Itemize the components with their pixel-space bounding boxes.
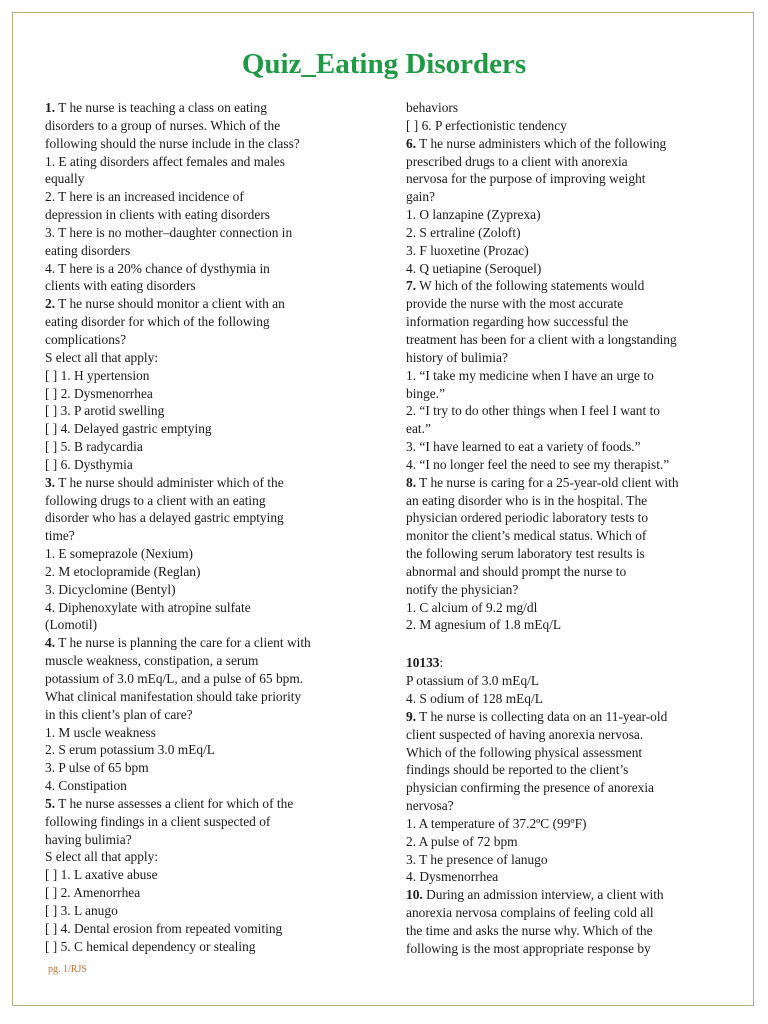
right-column <box>406 99 724 958</box>
text-line <box>45 563 365 581</box>
line-text: prescribed drugs to a client with anorexia <box>406 153 628 169</box>
line-text: following findings in a client suspected of <box>45 813 271 829</box>
line-text: 1. M uscle weakness <box>45 724 156 740</box>
line-text: T he nurse is collecting data on an 11-year-old <box>416 708 668 724</box>
line-text: [ ] 1. L axative abuse <box>45 867 158 883</box>
line-text: complications? <box>45 331 127 347</box>
line-text: physician confirming the presence of anorexia <box>406 780 655 796</box>
text-line <box>406 367 724 385</box>
text-line <box>406 331 724 349</box>
line-text: [ ] 3. L anugo <box>45 902 118 918</box>
line-text: eating disorder for which of the following <box>45 314 270 330</box>
question-number: 6. <box>406 135 417 151</box>
text-line <box>406 509 724 527</box>
text-line <box>406 117 724 135</box>
line-text: anorexia nervosa complains of feeling cold all <box>406 905 654 921</box>
text-line <box>45 884 365 902</box>
line-text: [ ] 3. P arotid swelling <box>45 403 165 419</box>
line-text: 3. F luoxetine (Prozac) <box>406 242 529 258</box>
line-text: binge.” <box>406 385 446 401</box>
text-line <box>406 188 724 206</box>
text-line <box>45 777 365 795</box>
question-line <box>45 99 365 117</box>
text-line <box>406 456 724 474</box>
text-line <box>45 902 365 920</box>
text-line <box>45 331 365 349</box>
question-number: 9. <box>406 708 417 724</box>
text-line <box>406 833 724 851</box>
line-text: eat.” <box>406 421 431 437</box>
question-number: 10. <box>406 887 423 903</box>
text-line <box>45 688 365 706</box>
text-line <box>45 224 365 242</box>
line-text: 2. A pulse of 72 bpm <box>406 833 518 849</box>
line-text: T he nurse should monitor a client with an <box>55 296 285 312</box>
text-line <box>406 295 724 313</box>
text-line <box>45 920 365 938</box>
text-line <box>45 492 365 510</box>
text-line <box>45 170 365 188</box>
line-text: following is the most appropriate response by <box>406 940 651 956</box>
text-line <box>406 170 724 188</box>
text-line <box>45 438 365 456</box>
question-line <box>45 795 365 813</box>
question-number: 8. <box>406 474 417 490</box>
line-text: 1. E ating disorders affect females and males <box>45 153 285 169</box>
question-line <box>406 654 724 672</box>
text-line <box>406 851 724 869</box>
text-line <box>406 420 724 438</box>
text-line <box>45 527 365 545</box>
line-text: 3. Dicyclomine (Bentyl) <box>45 581 176 597</box>
line-text: [ ] 4. Delayed gastric emptying <box>45 421 212 437</box>
line-text: W hich of the following statements would <box>416 278 645 294</box>
text-line <box>406 797 724 815</box>
text-line <box>45 706 365 724</box>
text-line <box>45 242 365 260</box>
text-line <box>406 581 724 599</box>
line-text: behaviors <box>406 100 459 115</box>
text-line <box>406 242 724 260</box>
line-text: disorders to a group of nurses. Which of the <box>45 117 281 133</box>
line-text: T he nurse is planning the care for a client with <box>55 635 311 651</box>
question-line <box>406 474 724 492</box>
text-line <box>45 599 365 617</box>
line-text: P otassium of 3.0 mEq/L <box>406 673 540 689</box>
line-text: monitor the client’s medical status. Which of <box>406 528 647 544</box>
line-text: 2. M agnesium of 1.8 mEq/L <box>406 617 562 633</box>
line-text: 4. Constipation <box>45 778 127 794</box>
line-text: clients with eating disorders <box>45 278 196 294</box>
paragraph-gap <box>406 634 724 654</box>
left-column <box>45 99 365 956</box>
line-text: S elect all that apply: <box>45 849 159 865</box>
text-line <box>45 724 365 742</box>
line-text: eating disorders <box>45 242 131 258</box>
line-text: [ ] 6. Dysthymia <box>45 456 133 472</box>
text-line <box>406 815 724 833</box>
line-text: Which of the following physical assessment <box>406 744 643 760</box>
line-text: in this client’s plan of care? <box>45 706 193 722</box>
question-line <box>45 295 365 313</box>
text-line <box>406 779 724 797</box>
text-line <box>45 509 365 527</box>
text-line <box>406 545 724 563</box>
line-text: client suspected of having anorexia nervosa. <box>406 726 644 742</box>
line-text: S elect all that apply: <box>45 349 159 365</box>
text-line <box>406 402 724 420</box>
question-number: 5. <box>45 795 56 811</box>
question-number: 4. <box>45 635 56 651</box>
question-number: 3. <box>45 474 56 490</box>
text-line <box>406 744 724 762</box>
page-footer: pg. 1/RJS <box>48 964 87 975</box>
text-line <box>45 866 365 884</box>
text-line <box>45 206 365 224</box>
line-text: 4. Dysmenorrhea <box>406 869 499 885</box>
line-text: During an admission interview, a client with <box>422 887 664 903</box>
text-line <box>45 670 365 688</box>
line-text: 2. “I try to do other things when I feel I want to <box>406 403 660 419</box>
line-text: history of bulimia? <box>406 349 508 365</box>
text-line <box>45 402 365 420</box>
text-line <box>406 563 724 581</box>
text-line <box>406 206 724 224</box>
text-line <box>45 741 365 759</box>
line-text: abnormal and should prompt the nurse to <box>406 563 627 579</box>
question-line <box>406 886 724 904</box>
line-text: time? <box>45 528 75 544</box>
text-line <box>406 224 724 242</box>
line-text: potassium of 3.0 mEq/L, and a pulse of 65 bpm. <box>45 671 304 686</box>
line-text: T he nurse administers which of the following <box>416 135 667 151</box>
text-line <box>45 581 365 599</box>
text-line <box>406 940 724 958</box>
text-line <box>406 868 724 886</box>
line-text: 4. T here is a 20% chance of dysthymia in <box>45 260 270 276</box>
line-text: [ ] 5. B radycardia <box>45 439 143 455</box>
text-line <box>45 456 365 474</box>
text-line <box>45 385 365 403</box>
line-text: 3. T he presence of lanugo <box>406 851 548 867</box>
line-text: T he nurse should administer which of the <box>55 474 284 490</box>
text-line <box>45 367 365 385</box>
text-line <box>45 848 365 866</box>
text-line <box>45 153 365 171</box>
question-line <box>406 135 724 153</box>
text-line <box>406 690 724 708</box>
text-line <box>406 904 724 922</box>
text-line <box>45 420 365 438</box>
line-text: 4. “I no longer feel the need to see my therapist.” <box>406 456 670 472</box>
line-text: [ ] 5. C hemical dependency or stealing <box>45 938 256 954</box>
line-text: 1. A temperature of 37.2ºC (99ºF) <box>406 815 587 831</box>
text-line <box>45 277 365 295</box>
line-text: : <box>439 655 444 671</box>
text-line <box>406 349 724 367</box>
text-line <box>45 759 365 777</box>
line-text: muscle weakness, constipation, a serum <box>45 653 259 669</box>
line-text: 3. P ulse of 65 bpm <box>45 760 149 776</box>
text-line <box>406 385 724 403</box>
question-line <box>45 634 365 652</box>
line-text: 2. S erum potassium 3.0 mEq/L <box>45 742 215 758</box>
line-text: 4. Q uetiapine (Seroquel) <box>406 260 542 276</box>
line-text: 2. M etoclopramide (Reglan) <box>45 563 201 579</box>
text-line <box>45 813 365 831</box>
line-text: 1. E someprazole (Nexium) <box>45 546 193 562</box>
line-text: gain? <box>406 189 435 205</box>
line-text: nervosa? <box>406 798 454 814</box>
text-line <box>45 135 365 153</box>
line-text: equally <box>45 171 85 187</box>
text-line <box>45 260 365 278</box>
text-line <box>406 492 724 510</box>
line-text: depression in clients with eating disorders <box>45 207 270 223</box>
line-text: treatment has been for a client with a longstanding <box>406 331 677 347</box>
question-line <box>45 474 365 492</box>
line-text: 4. Diphenoxylate with atropine sulfate <box>45 599 251 615</box>
line-text: 2. T here is an increased incidence of <box>45 189 244 205</box>
text-line <box>406 527 724 545</box>
line-text: 2. S ertraline (Zoloft) <box>406 224 521 240</box>
question-line <box>406 708 724 726</box>
line-text: findings should be reported to the client’s <box>406 762 629 778</box>
text-line <box>45 349 365 367</box>
page-title: Quiz_Eating Disorders <box>241 48 527 80</box>
line-text: following drugs to a client with an eating <box>45 492 266 508</box>
text-line <box>45 545 365 563</box>
text-line <box>406 761 724 779</box>
text-line <box>406 599 724 617</box>
line-text: [ ] 2. Amenorrhea <box>45 885 141 901</box>
line-text: physician ordered periodic laboratory tests to <box>406 510 649 526</box>
line-text: the following serum laboratory test results is <box>406 546 645 562</box>
question-number: 1. <box>45 100 56 115</box>
line-text: (Lomotil) <box>45 617 98 633</box>
text-line <box>406 672 724 690</box>
line-text: 4. S odium of 128 mEq/L <box>406 691 543 706</box>
line-text: 1. “I take my medicine when I have an urge to <box>406 367 654 383</box>
line-text: 3. “I have learned to eat a variety of foods.” <box>406 439 641 455</box>
line-text: T he nurse assesses a client for which of the <box>55 795 294 811</box>
text-line <box>406 922 724 940</box>
line-text: [ ] 2. Dysmenorrhea <box>45 385 153 401</box>
text-line <box>406 313 724 331</box>
text-line <box>45 831 365 849</box>
text-line <box>45 938 365 956</box>
line-text: notify the physician? <box>406 581 519 597</box>
text-line <box>45 313 365 331</box>
line-text: nervosa for the purpose of improving weight <box>406 171 646 187</box>
line-text: 1. O lanzapine (Zyprexa) <box>406 207 541 223</box>
text-line <box>406 726 724 744</box>
line-text: 3. T here is no mother–daughter connection in <box>45 224 293 240</box>
text-line <box>45 616 365 634</box>
line-text: [ ] 1. H ypertension <box>45 367 150 383</box>
line-text: [ ] 6. P erfectionistic tendency <box>406 117 567 133</box>
line-text: the time and asks the nurse why. Which of the <box>406 922 653 938</box>
line-text: T he nurse is caring for a 25-year-old client with <box>416 474 679 490</box>
line-text: 1. C alcium of 9.2 mg/dl <box>406 599 538 615</box>
question-line <box>406 277 724 295</box>
line-text: [ ] 4. Dental erosion from repeated vomiting <box>45 920 283 936</box>
text-line <box>45 117 365 135</box>
line-text: following should the nurse include in the class? <box>45 135 300 151</box>
line-text: an eating disorder who is in the hospital. The <box>406 492 648 508</box>
text-line <box>45 652 365 670</box>
line-text: What clinical manifestation should take priority <box>45 688 302 704</box>
line-text: information regarding how successful the <box>406 314 629 330</box>
text-line <box>406 153 724 171</box>
text-line <box>45 188 365 206</box>
line-text: disorder who has a delayed gastric emptying <box>45 510 284 526</box>
line-text: T he nurse is teaching a class on eating <box>55 100 267 115</box>
question-number: 10133 <box>406 655 440 671</box>
line-text: having bulimia? <box>45 831 132 847</box>
text-line <box>406 438 724 456</box>
line-text: provide the nurse with the most accurate <box>406 296 624 312</box>
text-line <box>406 99 724 117</box>
text-line <box>406 260 724 278</box>
question-number: 7. <box>406 278 417 294</box>
text-line <box>406 616 724 634</box>
question-number: 2. <box>45 296 56 312</box>
